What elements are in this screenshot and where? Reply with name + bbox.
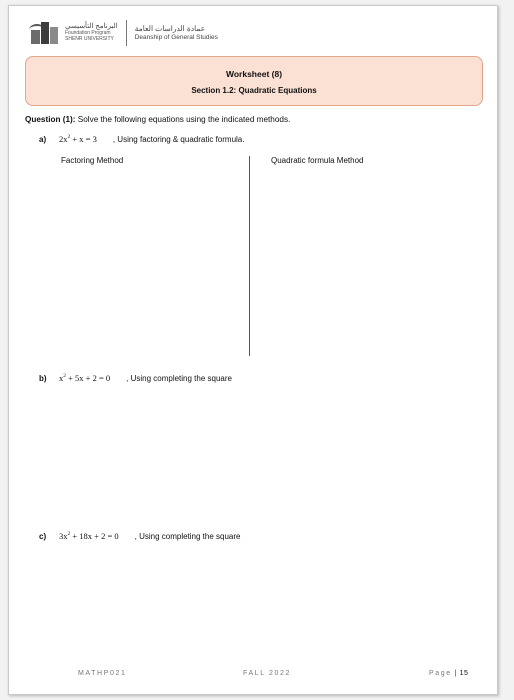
header-divider [126, 20, 127, 46]
question-text: Solve the following equations using the indicated methods. [77, 115, 291, 124]
question-label: Question (1): [25, 115, 76, 124]
method-c: , Using completing the square [134, 532, 241, 541]
part-b: b) $x^2 + 5x + 2 = 0$ , Using completing the square [39, 373, 232, 383]
worksheet-title-box [25, 56, 483, 106]
header-logos [31, 20, 218, 46]
worksheet-title: Worksheet (8) [225, 69, 283, 79]
page-number: 15 [459, 670, 469, 677]
column-divider [249, 156, 250, 356]
foundation-program-logo: البرنامج التأسيسي Foundation Program SHENR UNIVERSITY [65, 23, 118, 42]
method-b: , Using completing the square [126, 374, 232, 383]
section-title: Section 1.2: Quadratic Equations [191, 86, 317, 95]
equation-b: $x^2 + 5x + 2 = 0$ [59, 373, 111, 383]
quadratic-formula-heading: Quadratic formula Method [271, 156, 364, 165]
part-a: a) $2x^2 + x = 3$ , Using factoring & quadratic formula. [39, 134, 245, 144]
method-a: , Using factoring & quadratic formula. [112, 135, 245, 144]
equation-c: $3x^2 + 18x + 2 = 0$ [59, 531, 119, 541]
footer-term: FALL 2022 [243, 670, 292, 677]
worksheet-page [8, 5, 498, 695]
university-logo-icon [31, 22, 59, 44]
part-c: c) $3x^2 + 18x + 2 = 0$ , Using completing the square [39, 531, 241, 541]
equation-a: $2x^2 + x = 3$ [59, 134, 97, 144]
factoring-method-heading: Factoring Method [61, 156, 124, 165]
question-1 [25, 115, 290, 124]
deanship-logo: عمادة الدراسات العامة Deanship of General Studies [134, 24, 218, 41]
footer-page: Page | 15 [429, 670, 469, 677]
footer-course: MATHP021 [78, 670, 127, 677]
